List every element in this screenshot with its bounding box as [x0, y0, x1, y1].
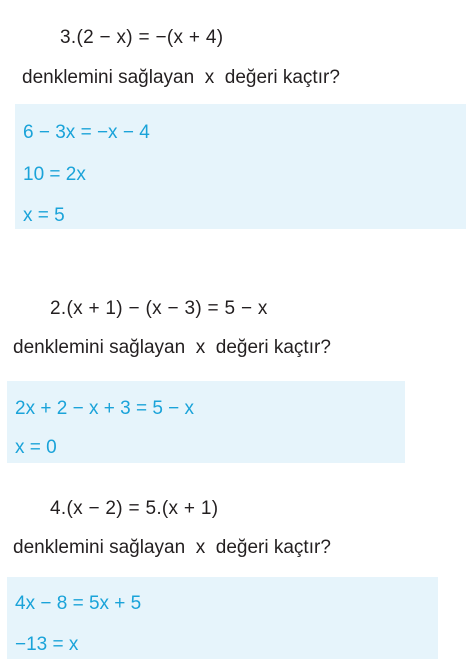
- problem-2-answer-box: [7, 381, 405, 463]
- problem-2-step-2: x = 0: [15, 437, 57, 458]
- problem-3-equation: 4.(x − 2) = 5.(x + 1): [50, 498, 219, 519]
- problem-1-step-3: x = 5: [23, 205, 65, 226]
- problem-2-question: denklemini sağlayan x değeri kaçtır?: [13, 337, 331, 358]
- problem-1-question: denklemini sağlayan x değeri kaçtır?: [22, 67, 340, 88]
- problem-1-answer-box: [15, 104, 466, 229]
- problem-2-step-1: 2x + 2 − x + 3 = 5 − x: [15, 398, 195, 419]
- problem-1-equation: 3.(2 − x) = −(x + 4): [60, 27, 224, 48]
- problem-1-step-1: 6 − 3x = −x − 4: [23, 122, 150, 143]
- problem-3-answer-box: [7, 577, 438, 659]
- problem-3-step-2: −13 = x: [15, 634, 79, 655]
- problem-3-question: denklemini sağlayan x değeri kaçtır?: [13, 537, 331, 558]
- problem-2-equation: 2.(x + 1) − (x − 3) = 5 − x: [50, 298, 268, 319]
- problem-3-step-1: 4x − 8 = 5x + 5: [15, 593, 142, 614]
- problem-1-step-2: 10 = 2x: [23, 164, 86, 185]
